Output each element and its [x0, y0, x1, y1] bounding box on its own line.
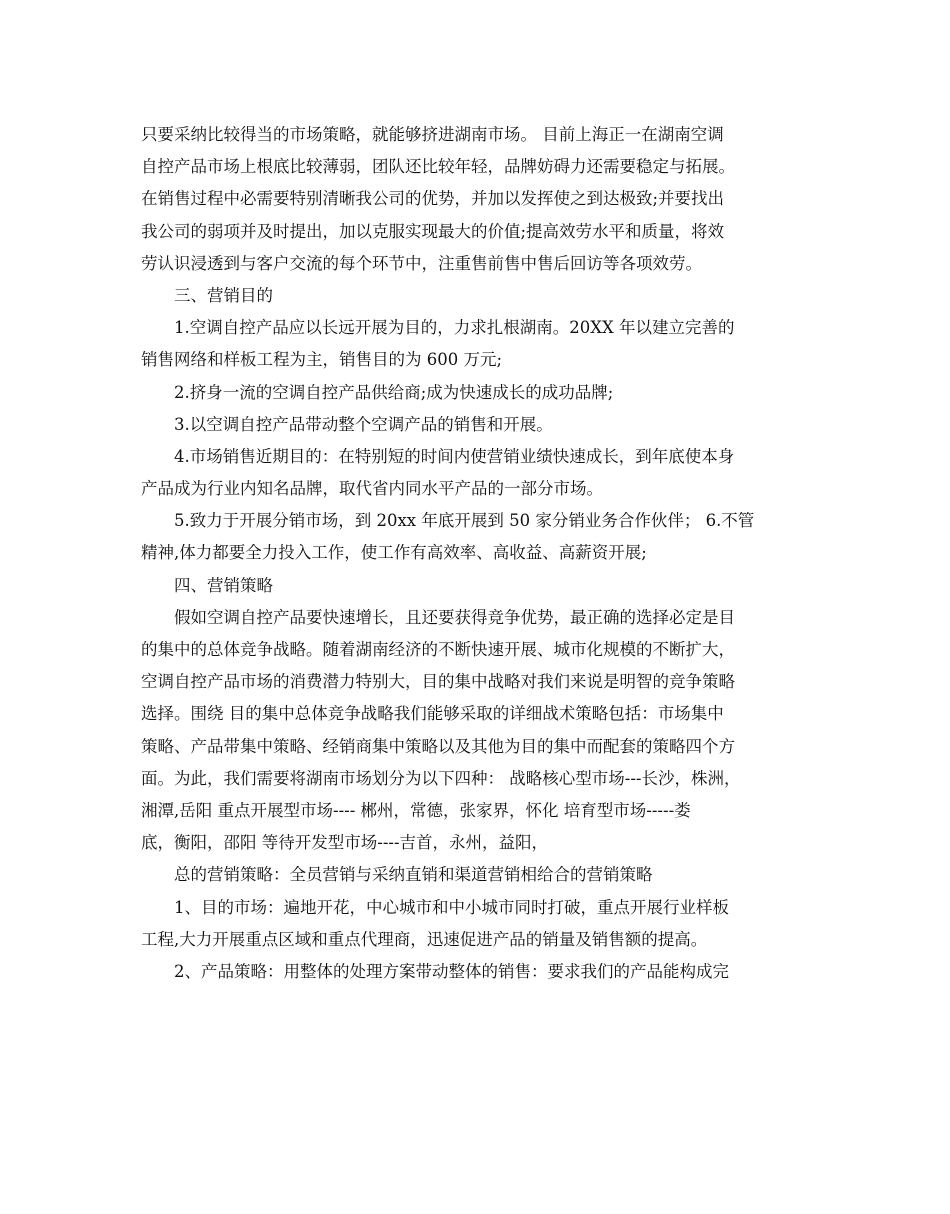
text-line: 工程,大力开展重点区域和重点代理商，迅速促进产品的销量及销售额的提高。: [141, 929, 708, 949]
text-line: 三、营销目的: [174, 285, 273, 305]
text-line: 2、产品策略：用整体的处理方案带动整体的销售：要求我们的产品能构成完: [174, 961, 729, 981]
text-line: 5.致力于开展分销市场，到 20xx 年底开展到 50 家分销业务合作伙伴； 6.不管: [174, 511, 755, 531]
text-line: 的集中的总体竞争战略。随着湖南经济的不断快速开展、城市化规模的不断扩大，: [141, 640, 735, 659]
text-line: 精神,体力都要全力投入工作，使工作有高效率、高收益、高薪资开展;: [141, 543, 647, 563]
text-line: 策略、产品带集中策略、经销商集中策略以及其他为目的集中而配套的策略四个方: [141, 736, 735, 756]
text-line: 选择。围绕 目的集中总体竞争战略我们能够采取的详细战术策略包括：市场集中: [141, 704, 724, 724]
text-line: 销售网络和样板工程为主，销售目的为 600 万元;: [141, 350, 503, 370]
text-line: 自控产品市场上根底比较薄弱，团队还比较年轻，品牌妨碍力还需要稳定与拓展。: [141, 157, 735, 177]
text-line: 在销售过程中必需要特别清晰我公司的优势，并加以发挥使之到达极致;并要找出: [141, 189, 725, 209]
text-line: 1.空调自控产品应以长远开展为目的，力求扎根湖南。20XX 年以建立完善的: [174, 318, 735, 338]
text-line: 面。为此，我们需要将湖南市场划分为以下四种： 战略核心型市场---长沙，株洲，: [141, 768, 741, 788]
text-line: 假如空调自控产品要快速增长，且还要获得竞争优势，最正确的选择必定是目: [174, 607, 735, 627]
text-line: 总的营销策略：全员营销与采纳直销和渠道营销相给合的营销策略: [174, 865, 653, 885]
text-line: 空调自控产品市场的消费潜力特别大，目的集中战略对我们来说是明智的竞争策略: [141, 672, 735, 692]
text-line: 4.市场销售近期目的：在特别短的时间内使营销业绩快速成长，到年底使本身: [174, 446, 735, 466]
text-line: 只要采纳比较得当的市场策略，就能够挤进湖南市场。 目前上海正一在湖南空调: [141, 125, 724, 144]
text-line: 四、营销策略: [174, 575, 273, 595]
document-body: [141, 119, 813, 988]
text-line: 我公司的弱项并及时提出，加以克服实现最大的价值;提高效劳水平和质量，将效: [141, 221, 725, 241]
text-line: 产品成为行业内知名品牌，取代省内同水平产品的一部分市场。: [141, 479, 603, 499]
text-line: 湘潭,岳阳 重点开展型市场---- 郴州，常德，张家界，怀化 培育型市场-----娄: [141, 800, 691, 820]
text-line: 3.以空调自控产品带动整个空调产品的销售和开展。: [174, 414, 553, 434]
text-line: 1、目的市场：遍地开花，中心城市和中小城市同时打破，重点开展行业样板: [174, 897, 729, 917]
text-line: 底，衡阳，邵阳 等待开发型市场----吉首，永州，益阳，: [141, 833, 549, 853]
text-line: 劳认识浸透到与客户交流的每个环节中，注重售前售中售后回访等各项效劳。: [141, 253, 702, 273]
text-line: 2.挤身一流的空调自控产品供给商;成为快速成长的成功品牌;: [174, 382, 614, 402]
